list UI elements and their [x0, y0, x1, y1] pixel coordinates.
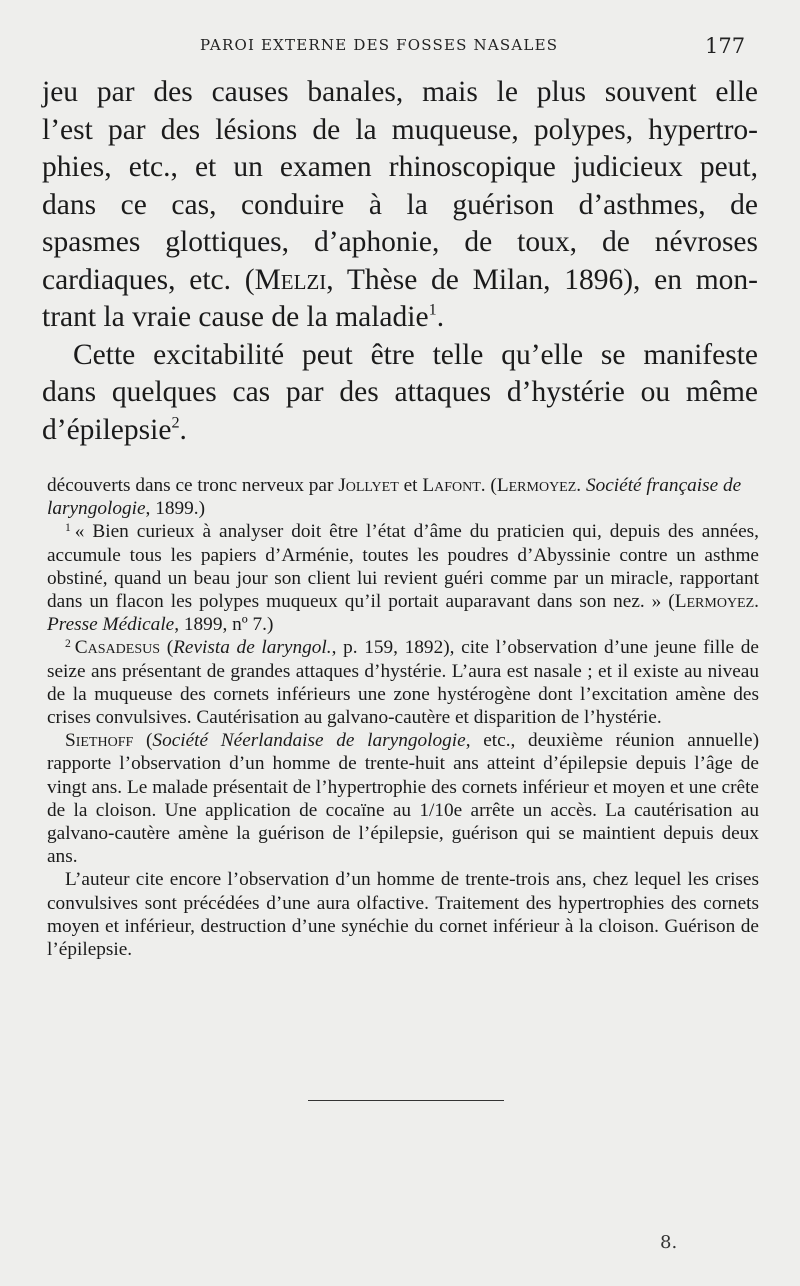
text-run: , etc., deuxième réunion annuelle) rapporte l’observation d’un homme de trente-huit ans atteint d’épilepsie depuis l’âge de vingt ans. Le malade présentait de l’hypertrophie des cornets inférieur et moyen et une crête de la cloison. Une application de cocaïne au 1/10e arrête un accès. La cautérisation au galvano-cautère amène la guérison de l’épilepsie, guérison qui se maintient depuis deux ans. [47, 730, 759, 868]
paragraph-1 [42, 74, 758, 337]
page-header [0, 34, 800, 60]
signature-mark: 8. [660, 1232, 678, 1253]
text-line [42, 299, 758, 337]
journal-title: Revista de laryngol. [173, 637, 332, 659]
text-run: , p. 159, 1892), cite l’observation d’une jeune fille de seize ans présentant de grandes attaques d’hystérie. L’aura est nasale ; et il existe au niveau de la muqueuse des cornets inférieurs une zone hystérogène dont l’excitation amène des crises convulsives. Cautérisation au galvano-cautère et disparition de l’hystérie. [47, 637, 759, 729]
author-name: Melzi [254, 263, 327, 296]
text-line: phies, etc., et un examen rhinoscopique judicieux peut, [42, 151, 758, 183]
text-line: dans quelques cas par des attaques d’hystérie ou même [42, 376, 758, 408]
author-name: Lermoyez [674, 591, 755, 613]
footnote-ref: 2 [171, 413, 180, 432]
author-name: Jollyet [338, 475, 399, 496]
text-run: trant la vraie cause de la maladie [42, 301, 429, 333]
journal-title: Société Néerlandaise de laryngologie [152, 730, 466, 752]
text-run: découverts dans ce tronc nerveux par [47, 475, 339, 496]
text-run: cardiaques, etc. ( [42, 263, 255, 296]
footnote-2-case-1 [47, 729, 759, 868]
text-run: . [436, 301, 445, 333]
text-run: ( [133, 730, 153, 752]
text-run: et [398, 475, 423, 496]
text-run: L’auteur cite encore l’observation d’un homme de trente-trois ans, chez lequel les crises convulsives sont précédées d’une aura olfactive. Traitement des hypertrophies des cornets moyen et inférieur, destruction d’une synéchie du cornet inférieur à la cloison. Guérison de l’épilepsie. [47, 869, 759, 961]
page-number: 177 [705, 34, 746, 58]
footnote-2-case-2 [47, 868, 759, 961]
end-rule [308, 1100, 504, 1101]
text-line: spasmes glottiques, d’aphonie, de toux, de névroses [42, 226, 758, 258]
journal-title: Presse Médicale [47, 614, 175, 636]
journal-title: Société française de laryngologie [47, 475, 742, 520]
text-run: , 1899.) [145, 498, 205, 520]
footnote-mark: 2 [65, 637, 71, 651]
text-line: dans ce cas, conduire à la guérison d’asthmes, de [42, 188, 758, 221]
author-name: Lafont [422, 475, 481, 496]
author-name: Siethoff [65, 730, 134, 752]
text-run: d’épilepsie [42, 413, 172, 446]
text-run: , Thèse de Milan, 1896), en mon- [326, 263, 758, 296]
footnote-1 [47, 520, 759, 636]
text-run: , 1899, nº 7.) [174, 614, 274, 636]
text-line: Cette excitabilité peut être telle qu’elle se manifeste [73, 338, 758, 371]
author-name: Lermoyez [496, 475, 577, 496]
footnotes [47, 474, 759, 961]
running-title: PAROI EXTERNE DES FOSSES NASALES [200, 36, 559, 54]
text-run: . ( [480, 475, 497, 496]
paragraph-2 [42, 337, 758, 450]
text-run: . [754, 591, 759, 613]
main-text [42, 74, 758, 449]
footnote-mark: 1 [65, 521, 71, 535]
footnote-2 [47, 636, 759, 729]
text-line: jeu par des causes banales, mais le plus souvent elle [42, 76, 758, 108]
text-line: l’est par des lésions de la muqueuse, polypes, hypertro- [42, 113, 758, 146]
footnote-continuation [47, 474, 759, 520]
text-run: ( [160, 637, 174, 659]
text-line [42, 412, 758, 450]
text-run: . [179, 413, 187, 446]
text-run: « Bien curieux à analyser doit être l’état d’âme du praticien qui, depuis des années, accumule tous les papiers d’Arménie, toutes les poudres d’Abyssinie contre un asthme obstiné, quand un beau jour son client lui revient guéri comme par un miracle, rapportant dans un flacon les polypes muqueux qu’il portait auparavant dans son nez. » ( [47, 521, 759, 613]
footnote-ref: 1 [428, 300, 437, 319]
text-run: . [576, 475, 586, 496]
text-line [42, 262, 758, 300]
author-name: Casadesus [74, 637, 161, 659]
